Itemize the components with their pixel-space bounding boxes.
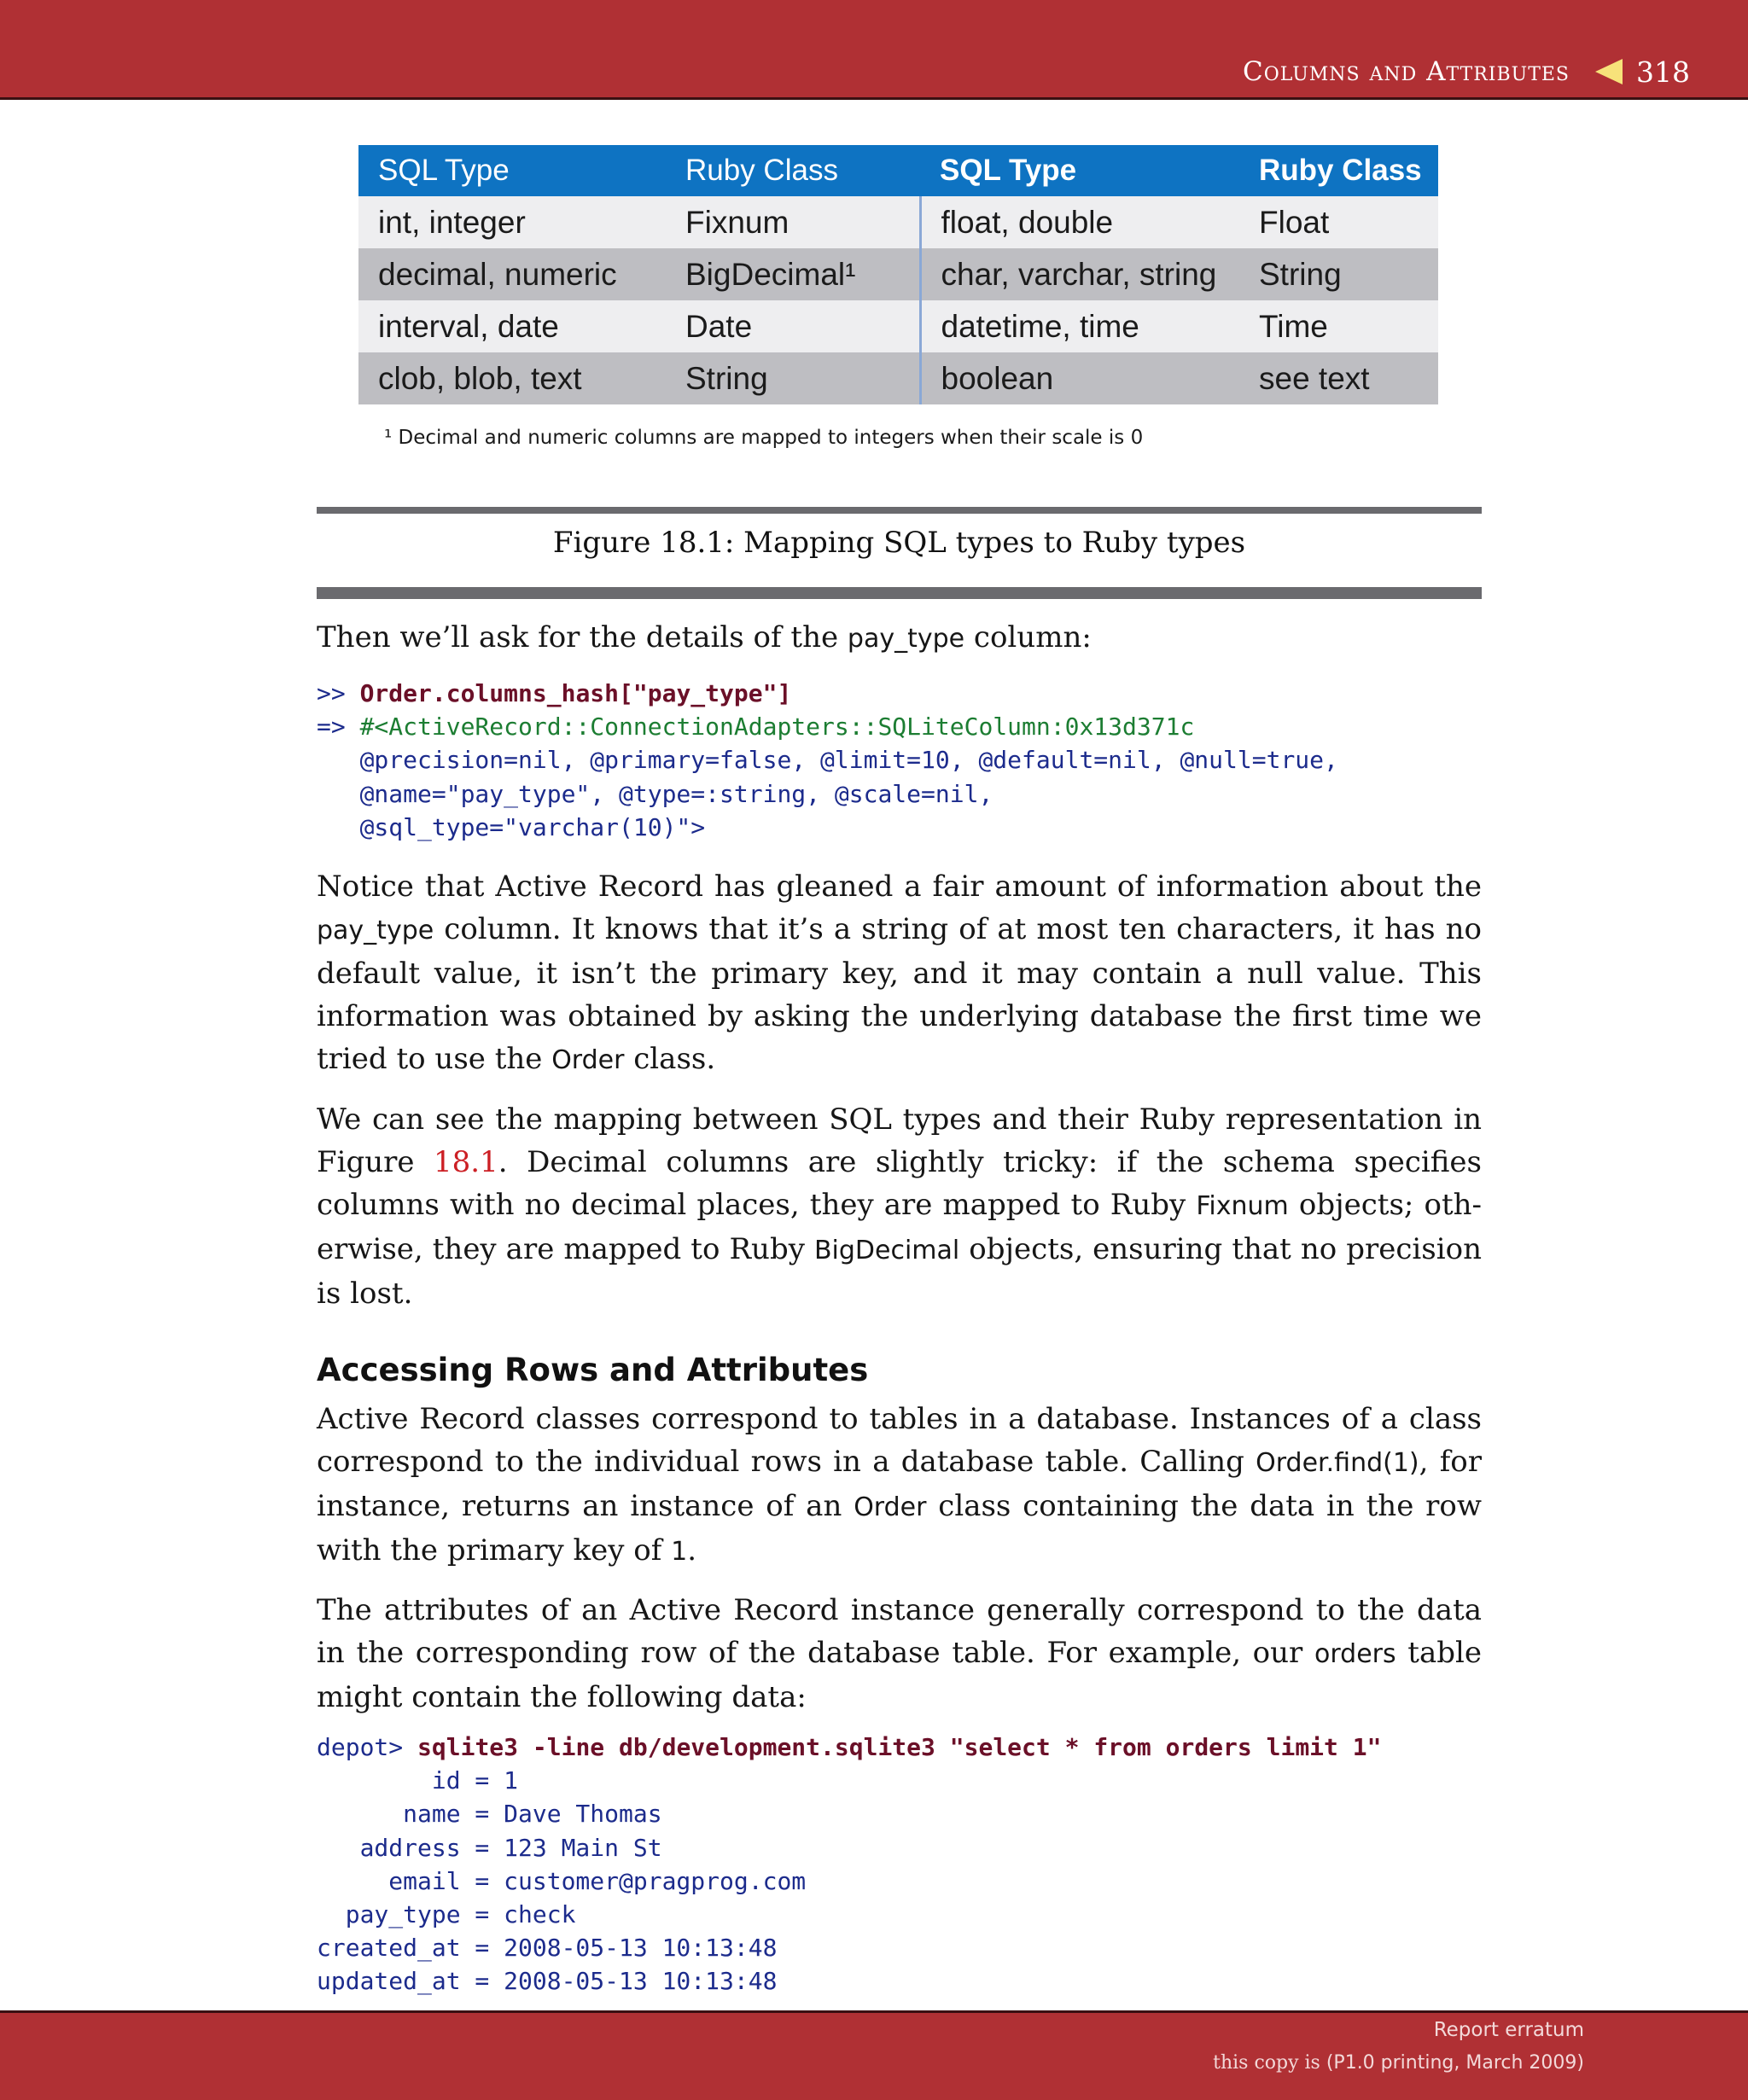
table-cell: Float	[1239, 196, 1438, 248]
column-header: Ruby Class	[1239, 145, 1438, 196]
table-cell: String	[666, 352, 920, 404]
table-cell: String	[1239, 248, 1438, 300]
table-cell: Date	[666, 300, 920, 352]
code-line: email = customer@pragprog.com	[317, 1866, 807, 1895]
paragraph-rows-and-classes	[317, 1398, 1482, 1574]
text-run: objects, ensuring that no precision is lost.	[317, 1232, 1482, 1311]
inline-identifier: Order	[551, 1045, 625, 1075]
text-run: Notice that Active Record has gleaned a fair amount of information about the	[317, 870, 1482, 904]
figure-caption: Figure 18.1: Mapping SQL types to Ruby types	[552, 526, 1246, 560]
code-command: Order.columns_hash["pay_type"]	[359, 679, 792, 707]
back-arrow-icon[interactable]	[1595, 59, 1623, 84]
table-cell: decimal, numeric	[358, 248, 666, 300]
paragraph-gleaned-info	[317, 865, 1482, 1082]
caption-rule-top	[317, 507, 1482, 514]
table-cell: datetime, time	[920, 300, 1239, 352]
text-run: The attributes of an Active Record instance generally correspond to the data in the corresponding row of the database table. For example, our	[317, 1593, 1482, 1670]
code-line: @precision=nil, @primary=false, @limit=10, @default=nil, @null=true,	[317, 746, 1338, 775]
figure-reference-link[interactable]: 18.1	[434, 1145, 498, 1179]
code-result: #<ActiveRecord::ConnectionAdapters::SQLiteColumn:0x13d371c	[359, 713, 1195, 742]
text-run: Active Record classes correspond to tables in a database. Instances of a class correspond to the individual rows in a database table. Calling	[317, 1402, 1482, 1479]
section-heading: Accessing Rows and Attributes	[317, 1352, 869, 1388]
table-cell: char, varchar, string	[920, 248, 1239, 300]
text-run: column:	[964, 620, 1092, 654]
intro-paragraph	[317, 616, 1482, 660]
code-line: pay_type = check	[317, 1900, 576, 1929]
text-run: class.	[624, 1042, 716, 1076]
caption-rule-bottom	[317, 587, 1482, 599]
running-title: Columns and Attributes	[1243, 56, 1570, 87]
table-cell: clob, blob, text	[358, 352, 666, 404]
inline-identifier: Order.find(1)	[1256, 1448, 1419, 1478]
table-row	[358, 300, 1438, 352]
running-head	[1243, 53, 1690, 90]
inline-identifier: BigDecimal	[813, 1236, 960, 1265]
code-line: @sql_type="varchar(10)">	[317, 812, 706, 841]
code-line: name = Dave Thomas	[317, 1800, 662, 1829]
text-run: class containing the data in the row with the primary key of	[317, 1489, 1482, 1568]
code-line: updated_at = 2008-05-13 10:13:48	[317, 1967, 778, 1996]
table-cell: int, integer	[358, 196, 666, 248]
report-erratum-link[interactable]: Report erratum	[1433, 2019, 1584, 2041]
text-run: table might contain the following data:	[317, 1636, 1482, 1714]
code-block-sqlite-query	[317, 1731, 1381, 1998]
column-header: SQL Type	[358, 145, 666, 196]
inline-identifier: Fixnum	[1196, 1191, 1289, 1221]
table-cell: Time	[1239, 300, 1438, 352]
code-line: address = 123 Main St	[317, 1833, 662, 1862]
code-block-columns-hash	[317, 677, 1338, 844]
copy-note	[1213, 2052, 1584, 2074]
table-header-row	[358, 145, 1438, 196]
paragraph-type-mapping	[317, 1098, 1482, 1315]
table-row	[358, 196, 1438, 248]
column-header: SQL Type	[920, 145, 1239, 196]
text-run: objects; oth- erwise, they are mapped to Ruby	[317, 1188, 1482, 1266]
sql-ruby-type-table	[358, 145, 1438, 404]
table-cell: float, double	[920, 196, 1239, 248]
text-run: . Decimal columns are slightly tricky: if the schema specifies columns with no decimal places, they are mapped to Ruby	[317, 1145, 1482, 1222]
code-prompt: depot>	[317, 1733, 418, 1761]
text-run: .	[687, 1533, 697, 1568]
inline-identifier: pay_type	[317, 916, 434, 945]
inline-identifier: pay_type	[847, 624, 965, 654]
code-line: @name="pay_type", @type=:string, @scale=nil,	[317, 779, 993, 808]
text-run: We can see the mapping between SQL types and their Ruby representation in Figure	[317, 1102, 1482, 1179]
table-footnote: ¹ Decimal and numeric columns are mapped to integers when their scale is 0	[384, 427, 1144, 449]
column-header: Ruby Class	[666, 145, 920, 196]
page-number: 318	[1636, 55, 1690, 89]
table-cell: see text	[1239, 352, 1438, 404]
text-run: Then we’ll ask for the details of the	[317, 620, 848, 654]
table-row	[358, 352, 1438, 404]
text-run: , for instance, returns an instance of an	[317, 1445, 1482, 1523]
code-result-prefix: =>	[317, 713, 360, 742]
table-cell: BigDecimal¹	[666, 248, 920, 300]
code-line: id = 1	[317, 1766, 519, 1795]
paragraph-attributes	[317, 1589, 1482, 1719]
inline-identifier: orders	[1314, 1639, 1396, 1669]
code-command: sqlite3 -line db/development.sqlite3 "select * from orders limit 1"	[417, 1733, 1382, 1761]
code-line: created_at = 2008-05-13 10:13:48	[317, 1934, 778, 1963]
code-prompt: >>	[317, 679, 360, 707]
table-cell: interval, date	[358, 300, 666, 352]
inline-identifier: 1	[671, 1537, 688, 1567]
table-cell: boolean	[920, 352, 1239, 404]
table-cell: Fixnum	[666, 196, 920, 248]
inline-identifier: Order	[854, 1492, 927, 1522]
text-run: column. It knows that it’s a string of at most ten characters, it has no default value, it isn’t the primary key, and it may contain a null value. This information was obtained by asking the underlying database the first time we tried to use the	[317, 912, 1482, 1076]
table-row	[358, 248, 1438, 300]
copy-prefix: this copy is	[1213, 2052, 1326, 2074]
printing-info: (P1.0 printing, March 2009)	[1326, 2052, 1584, 2074]
